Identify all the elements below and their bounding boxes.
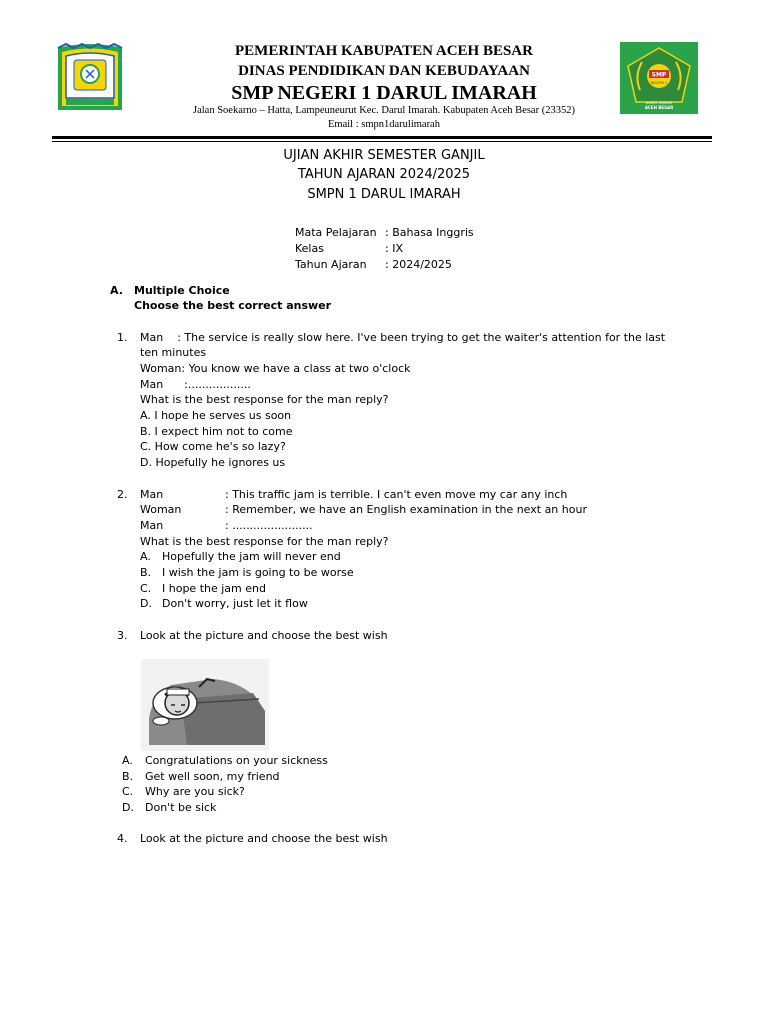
q1-option[interactable]: B. I expect him not to come [140, 425, 293, 438]
emblem-darul-text: DARUL IMARAH [645, 101, 673, 105]
info-subject-label: Mata Pelajaran [295, 226, 377, 239]
q2-dialog: : Remember, we have an English examination in the next an hour [225, 503, 587, 516]
q1-option[interactable]: C. How come he's so lazy? [140, 440, 286, 453]
info-class-value: : IX [385, 242, 403, 255]
sick-person-picture [141, 659, 269, 751]
exam-school: SMPN 1 DARUL IMARAH [307, 187, 461, 202]
q2-option-letter: B. [140, 566, 152, 579]
header-school-name: SMP NEGERI 1 DARUL IMARAH [231, 82, 537, 104]
q4-prompt: Look at the picture and choose the best wish [140, 832, 388, 845]
q2-option[interactable]: Hopefully the jam will never end [162, 550, 341, 563]
q2-option[interactable]: I wish the jam is going to be worse [162, 566, 354, 579]
q2-option-letter: D. [140, 597, 152, 610]
q3-number: 3. [117, 629, 128, 642]
q2-option[interactable]: I hope the jam end [162, 582, 266, 595]
q2-number: 2. [117, 488, 128, 501]
q1-option[interactable]: A. I hope he serves us soon [140, 409, 292, 422]
letterhead-divider-thin [52, 141, 712, 142]
q3-option-letter: B. [122, 770, 134, 783]
emblem-aceh-text: ACEH BESAR [644, 105, 674, 110]
q1-option[interactable]: D. Hopefully he ignores us [140, 456, 286, 469]
q2-option-letter: A. [140, 550, 151, 563]
section-title: Multiple Choice [134, 284, 230, 297]
emblem-negeri-text: NEGERI 1 [650, 81, 668, 85]
q2-dialog: : This traffic jam is terrible. I can't even move my car any inch [225, 488, 568, 501]
q1-prompt: What is the best response for the man reply? [140, 393, 389, 406]
header-email: Email : smpn1darulimarah [328, 119, 440, 130]
q3-prompt: Look at the picture and choose the best wish [140, 629, 388, 642]
q2-speaker: Man [140, 519, 164, 532]
header-government: PEMERINTAH KABUPATEN ACEH BESAR [235, 43, 533, 59]
q1-line: ten minutes [140, 346, 207, 359]
q2-option-letter: C. [140, 582, 152, 595]
q2-speaker: Woman [140, 503, 182, 516]
exam-year: TAHUN AJARAN 2024/2025 [297, 167, 471, 182]
header-department: DINAS PENDIDIKAN DAN KEBUDAYAAN [238, 63, 530, 79]
info-subject-value: : Bahasa Inggris [385, 226, 474, 239]
q3-option[interactable]: Congratulations on your sickness [145, 754, 328, 767]
header-address: Jalan Soekarno – Hatta, Lampeuneurut Kec. Darul Imarah. Kabupaten Aceh Besar (23352) [193, 105, 575, 116]
q2-dialog: : ....................... [225, 519, 313, 532]
info-year-value: : 2024/2025 [385, 258, 452, 271]
q2-option[interactable]: Don't worry, just let it flow [162, 597, 308, 610]
emblem-smp-text: SMP [651, 71, 667, 79]
info-year-label: Tahun Ajaran [295, 258, 367, 271]
q1-number: 1. [117, 331, 128, 344]
q2-prompt: What is the best response for the man reply? [140, 535, 389, 548]
q3-option-letter: C. [122, 785, 134, 798]
info-class-label: Kelas [295, 242, 324, 255]
letterhead-divider [52, 136, 712, 139]
q3-option[interactable]: Get well soon, my friend [145, 770, 280, 783]
q3-option-letter: D. [122, 801, 134, 814]
q2-speaker: Man [140, 488, 164, 501]
q3-option-letter: A. [122, 754, 133, 767]
exam-title: UJIAN AKHIR SEMESTER GANJIL [283, 148, 485, 163]
q1-line: Man :.................. [140, 378, 251, 391]
q1-line: Woman: You know we have a class at two o'clock [140, 362, 411, 375]
section-marker: A. [110, 284, 123, 297]
q3-option[interactable]: Don't be sick [145, 801, 217, 814]
q1-line: Man : The service is really slow here. I've been trying to get the waiter's attention for the last [140, 331, 666, 344]
q3-option[interactable]: Why are you sick? [145, 785, 245, 798]
section-subtitle: Choose the best correct answer [134, 299, 332, 312]
q4-number: 4. [117, 832, 128, 845]
